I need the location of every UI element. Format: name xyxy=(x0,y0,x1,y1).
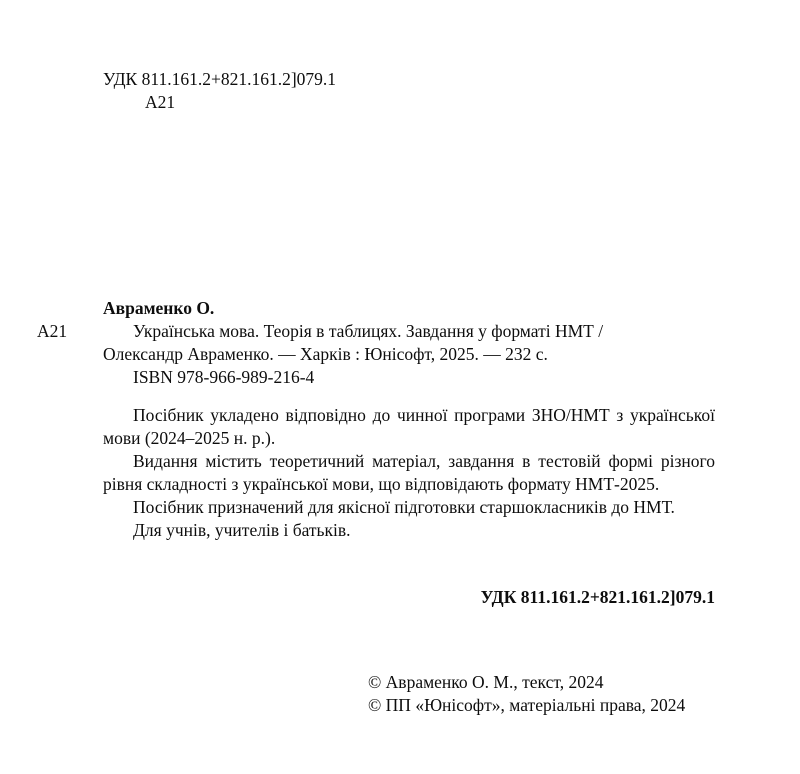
biblio-margin-code: А21 xyxy=(37,321,68,341)
biblio-imprint-line: Олександр Авраменко. — Харків : Юнісофт, 2025. — 232 с. xyxy=(103,344,548,364)
annotation-p4: Для учнів, учителів і батьків. xyxy=(133,520,351,540)
biblio-title-line xyxy=(37,320,715,343)
annotation-p3: Посібник призначений для якісної підготовки старшокласників до НМТ. xyxy=(133,497,675,517)
annotation-p1-line1: Посібник укладено відповідно до чинної програми ЗНО/НМТ з української xyxy=(133,405,715,425)
copyright-block xyxy=(368,671,685,717)
biblio-author-heading: Авраменко О. xyxy=(103,298,215,318)
annotation-block xyxy=(103,404,715,542)
copyright-author-line: © Авраменко О. М., текст, 2024 xyxy=(368,672,604,692)
annotation-p2-line1: Видання містить теоретичний матеріал, завдання в тестовій формі різного xyxy=(133,451,715,471)
annotation-p1-line2: мови (2024–2025 н. р.). xyxy=(103,428,276,448)
top-author-code: А21 xyxy=(145,92,176,112)
biblio-title-text: Українська мова. Теорія в таблицях. Завдання у форматі НМТ / xyxy=(133,321,604,341)
top-udc-block xyxy=(103,68,336,114)
footer-udc-line: УДК 811.161.2+821.161.2]079.1 xyxy=(480,587,715,607)
bibliographic-block xyxy=(37,297,715,389)
biblio-isbn-line: ISBN 978-966-989-216-4 xyxy=(133,367,315,387)
annotation-p2-line2: рівня складності з української мови, що відповідають формату НМТ-2025. xyxy=(103,474,660,494)
top-udc-line: УДК 811.161.2+821.161.2]079.1 xyxy=(103,69,337,89)
copyright-publisher-line: © ПП «Юнісофт», матеріальні права, 2024 xyxy=(368,695,686,715)
